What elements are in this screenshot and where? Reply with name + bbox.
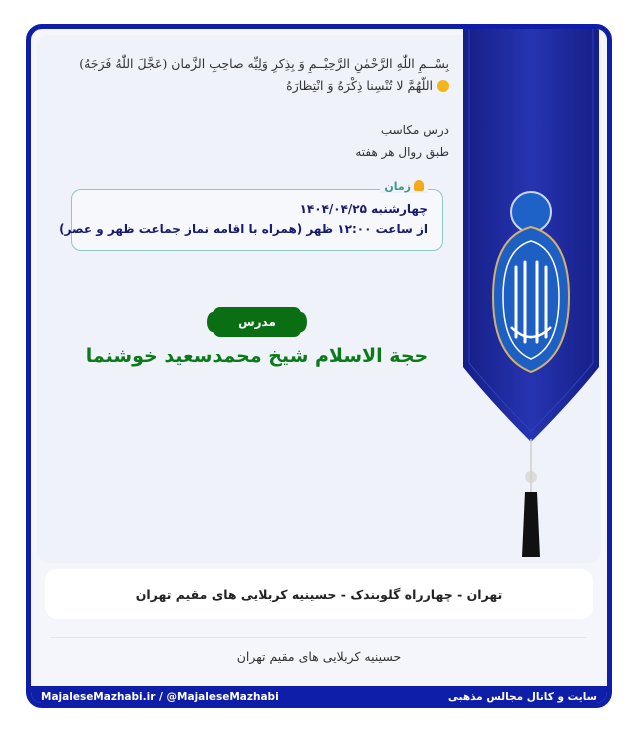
header-text	[49, 53, 449, 163]
lesson-schedule: طبق روال هر هفته	[355, 145, 449, 159]
time-label	[380, 180, 428, 193]
lesson-title: درس مکاسب	[380, 123, 449, 137]
teacher-badge-label: مدرس	[238, 315, 276, 329]
dua-line	[49, 75, 449, 97]
divider	[51, 637, 587, 638]
basmala-line: بِسْــمِ اللّٰهِ الرَّحْمٰنِ الرَّحِیْــمِ وَ بِذِکرِ وَلِیِّه صاحِبِ الزَّمان (عَجَّلَ اللّٰهُ فَرَجَهُ)	[79, 56, 449, 71]
teacher-name: حجة الاسلام شیخ محمدسعید خوشنما	[85, 345, 429, 367]
religious-banner	[461, 27, 601, 567]
time-box	[59, 180, 443, 251]
address-text: تهران - چهارراه گلوبندک - حسینیه کربلایی های مقیم تهران	[135, 586, 503, 602]
time-label-text: زمان	[384, 180, 411, 193]
announcement-card	[37, 35, 601, 563]
venue-name: حسینیه کربلایی های مقیم تهران	[236, 649, 402, 664]
flower-icon	[437, 80, 449, 92]
time-hour: از ساعت ۱۲:۰۰ ظهر (همراه با اقامه نماز جماعت ظهر و عصر)	[59, 222, 428, 236]
footer-caption: سایت و کانال مجالس مذهبی	[447, 691, 597, 703]
teacher-badge	[213, 307, 301, 337]
dua-text: اللّهُمَّ لا تُنْسِنا ذِکْرَهُ وَ انْتِظارَهُ	[286, 78, 433, 93]
time-date: چهارشنبه ۱۴۰۴/۰۴/۲۵	[299, 202, 428, 216]
footer-site-link[interactable]: MajaleseMazhabi.ir / @MajaleseMazhabi	[41, 691, 279, 703]
poster-frame	[26, 24, 612, 708]
footer-bar	[31, 686, 607, 708]
bell-icon	[414, 180, 424, 191]
lesson-block	[49, 119, 449, 163]
banner-graphic	[461, 27, 601, 567]
address-box	[45, 569, 593, 619]
